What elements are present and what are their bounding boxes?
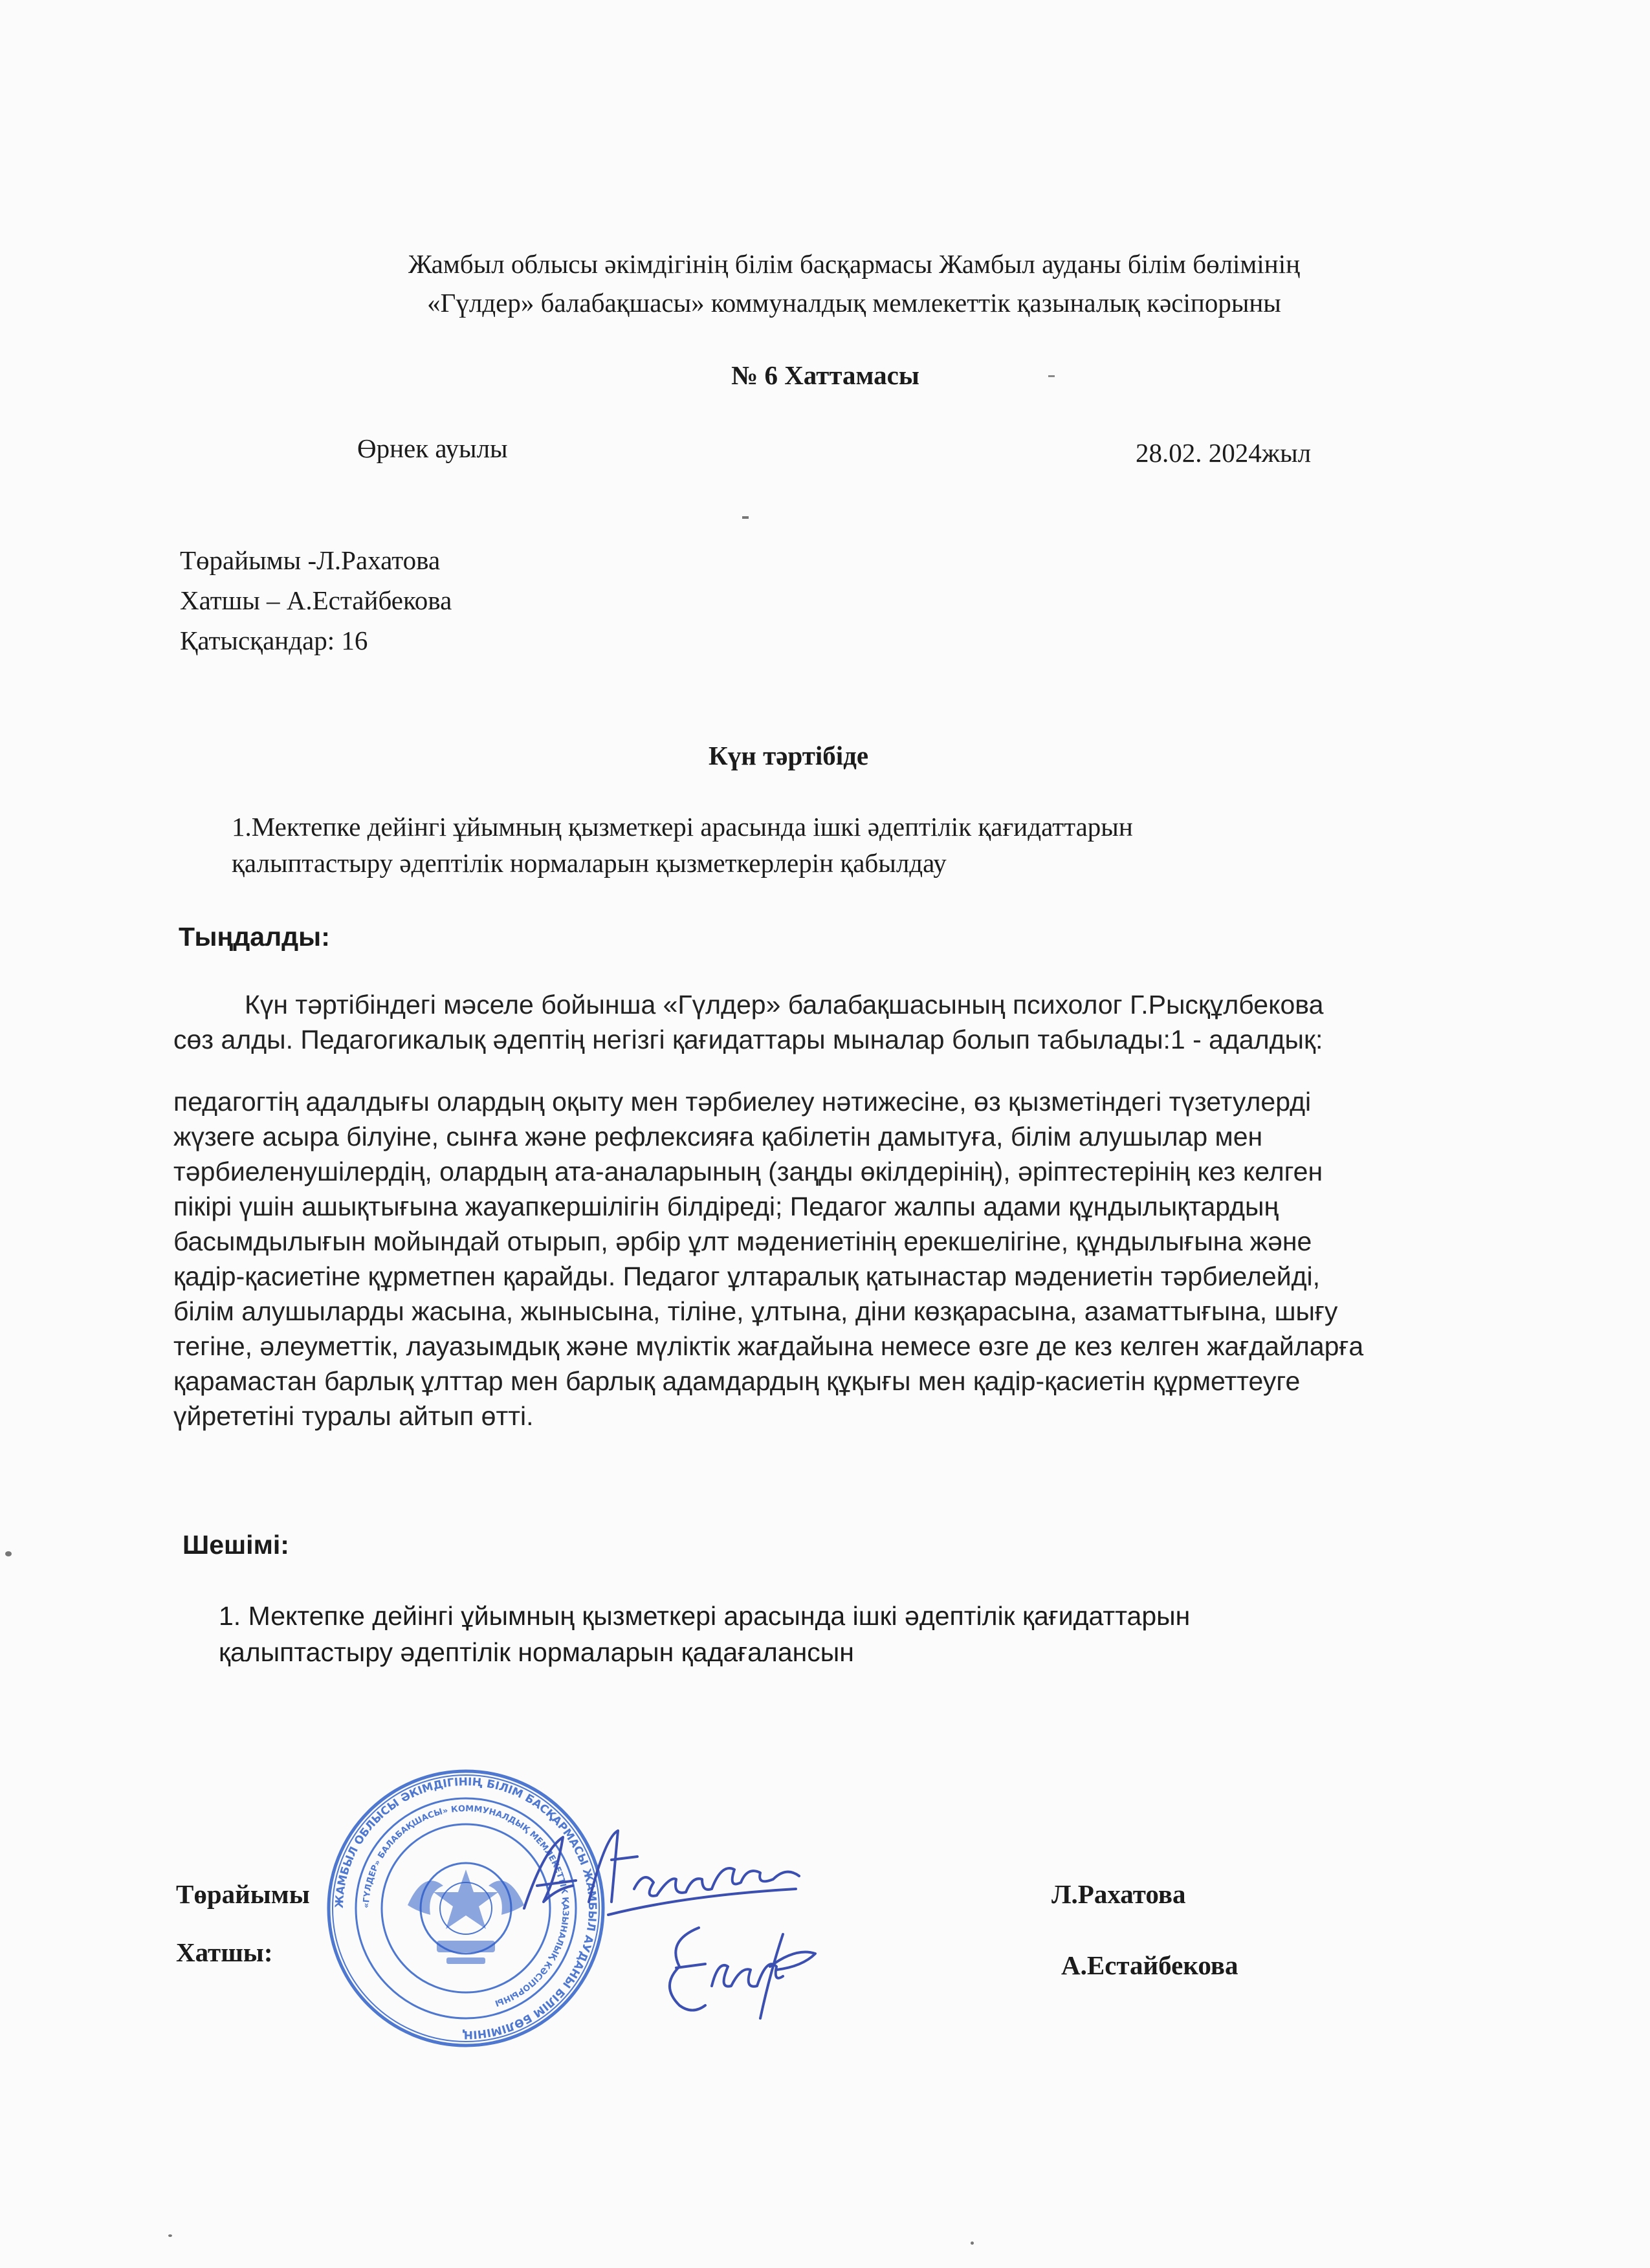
listened-line: қадір-қасиетіне құрметпен қарайды. Педагог ұлтаралық қатынастар мәдениетін тәрбиелейді, bbox=[173, 1261, 1321, 1291]
stamp-outer-text: ЖАМБЫЛ ОБЛЫСЫ ӘКІМДІГІНІҢ БІЛІМ БАСҚАРМАСЫ ЖАМБЫЛ АУДАНЫ БІЛІМ БӨЛІМІНІҢ bbox=[333, 1775, 599, 2042]
chair-label: Төрайымы bbox=[176, 1879, 310, 1909]
decision-item-1 bbox=[219, 1598, 1190, 1670]
scan-speck bbox=[971, 2241, 974, 2245]
place: Өрнек ауылы bbox=[357, 433, 508, 463]
listened-line: тәрбиеленушілердің, олардың ата-аналарының (заңды өкілдерінің), әріптестерінің кез келген bbox=[173, 1157, 1323, 1186]
listened-line: қарамастан барлық ұлттар мен барлық адамдардың құқығы мен қадір-қасиетін құрметтеуге bbox=[173, 1366, 1301, 1396]
attendees-line: Қатысқандар: 16 bbox=[180, 626, 368, 655]
secretary-signature bbox=[660, 1908, 828, 2031]
date: 28.02. 2024жыл bbox=[1136, 438, 1312, 468]
decision-item-1-line-1: 1. Мектепке дейінгі ұйымның қызметкері арасында ішкі әдептілік қағидаттарын bbox=[219, 1601, 1191, 1631]
stamp-inner-text: «ГҮЛДЕР» БАЛАБАҚШАСЫ» КОММУНАЛДЫҚ МЕМЛЕКЕТТІК ҚАЗЫНАЛЫҚ КӘСІПОРЫНЫ bbox=[361, 1804, 571, 2008]
agenda-item-1 bbox=[232, 809, 1133, 881]
listened-line: басымдылығын мойындай отырып, әрбір ұлт мәдениетінің ерекшелігіне, құндылығына және bbox=[173, 1227, 1312, 1256]
listened-line: жүзеге асыра білуіне, сынға және рефлексияға қабілетін дамытуға, білім алушылар мен bbox=[173, 1122, 1263, 1151]
decision-heading: Шешімі: bbox=[182, 1530, 289, 1560]
agenda-item-1-line-2: қалыптастыру әдептілік нормаларын қызметкерлерін қабылдау bbox=[232, 848, 947, 878]
org-line-1: Жамбыл облысы әкімдігінің білім басқармасы Жамбыл ауданы білім бөлімінің bbox=[408, 249, 1301, 279]
chair-line: Төрайымы -Л.Рахатова bbox=[180, 545, 441, 575]
decision-item-1-line-2: қалыптастыру әдептілік нормаларын қадағалансын bbox=[219, 1637, 854, 1667]
listened-line: Күн тәртібіндегі мәселе бойынша «Гүлдер» балабақшасының психолог Г.Рысқұлбекова bbox=[245, 990, 1324, 1020]
listened-heading: Тыңдалды: bbox=[179, 922, 330, 952]
listened-line: білім алушыларды жасына, жынысына, тіліне, ұлтына, діни көзқарасына, азаматтығына, шығу bbox=[173, 1296, 1338, 1326]
listened-line: педагогтің адалдығы олардың оқыту мен тәрбиелеу нәтижесіне, өз қызметіндегі түзетулерді bbox=[173, 1087, 1312, 1117]
org-line-2: «Гүлдер» балабақшасы» коммуналдық мемлекеттік қазыналық кәсіпорыны bbox=[427, 288, 1281, 318]
secretary-line: Хатшы – А.Естайбекова bbox=[180, 585, 452, 615]
agenda-item-1-line-1: 1.Мектепке дейінгі ұйымның қызметкері арасында ішкі әдептілік қағидаттарын bbox=[232, 812, 1133, 842]
listened-paragraph bbox=[173, 987, 1323, 1057]
protocol-title: № 6 Хаттамасы bbox=[731, 360, 919, 390]
listened-line: үйрететіні туралы айтып өтті. bbox=[173, 1401, 534, 1431]
secretary-name: А.Естайбекова bbox=[1061, 1950, 1238, 1980]
secretary-label: Хатшы: bbox=[176, 1937, 273, 1967]
listened-line: пікірі үшін ашықтығына жауапкершілігін білдіреді; Педагог жалпы адами құндылықтардың bbox=[173, 1192, 1279, 1221]
scan-speck bbox=[5, 1551, 12, 1556]
agenda-heading: Күн тәртібіде bbox=[709, 741, 869, 770]
listened-line: тегіне, әлеуметтік, лауазымдық және мүліктік жағдайына немесе өзге де кез келген жағдайларға bbox=[173, 1331, 1364, 1361]
scan-speck bbox=[168, 2234, 172, 2237]
listened-line: сөз алды. Педагогикалық әдептің негізгі қағидаттары мыналар болып табылады:1 - адалдық: bbox=[173, 1025, 1323, 1054]
mark-dot bbox=[742, 516, 749, 519]
chair-name: Л.Рахатова bbox=[1051, 1879, 1186, 1909]
listened-paragraph-2 bbox=[173, 1084, 1363, 1434]
mark-dash bbox=[1048, 375, 1055, 377]
